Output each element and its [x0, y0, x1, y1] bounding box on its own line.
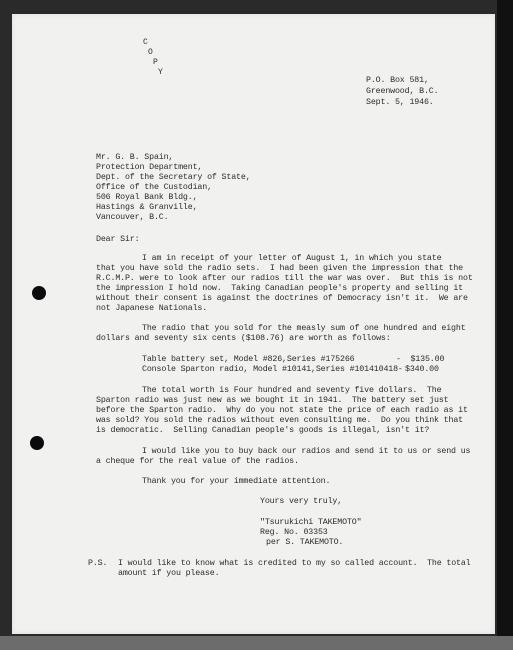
letter-page — [12, 14, 495, 634]
item-price: - $135.00 — [396, 355, 445, 364]
body-line: that you have sold the radio sets. I had been given the impression that the — [96, 264, 464, 273]
scan-frame-bottom — [0, 636, 513, 650]
copy-mark-letter: O — [148, 48, 153, 57]
closing: Yours very truly, — [260, 497, 343, 506]
body-line: I am in receipt of your letter of August 1, in which you state — [142, 254, 442, 263]
body-line: before the Sparton radio. Why do you not state the price of each radio as it — [96, 406, 468, 415]
body-line: was sold? You sold the radios without even consulting me. Do you think that — [96, 416, 464, 425]
body-line: not Japanese Nationals. — [96, 304, 208, 313]
recipient-address-line: Protection Department, — [96, 163, 203, 172]
recipient-address-line: 506 Royal Bank Bldg., — [96, 193, 198, 202]
body-line: R.C.M.P. were to look after our radios till the war was over. But this is not — [96, 274, 473, 283]
copy-mark-letter: Y — [158, 68, 163, 77]
recipient-address-line: Office of the Custodian, — [96, 183, 212, 192]
punch-hole — [32, 286, 46, 300]
body-line: a cheque for the real value of the radios. — [96, 457, 299, 466]
body-line: dollars and seventy six cents ($108.76) are worth as follows: — [96, 334, 391, 343]
postscript-label: P.S. — [88, 559, 108, 568]
paragraph-5: Thank you for your immediate attention. — [142, 477, 331, 486]
body-line: The radio that you sold for the measly sum of one hundred and eight — [142, 324, 466, 333]
item-price: $340.00 — [405, 365, 439, 374]
item-description: Console Sparton radio, Model #10141,Series #101410418- — [142, 365, 403, 374]
copy-mark-letter: P — [153, 58, 158, 67]
item-description: Table battery set, Model #826,Series #175266 — [142, 355, 355, 364]
salutation: Dear Sir: — [96, 235, 140, 244]
body-line: without their consent is against the doctrines of Democracy isn't it. We are — [96, 294, 468, 303]
sender-address-line: P.O. Box 581, — [366, 76, 429, 85]
body-line: I would like you to buy back our radios and send it to us or send us — [142, 447, 471, 456]
recipient-address-line: Mr. G. B. Spain, — [96, 153, 174, 162]
recipient-address-line: Vancouver, B.C. — [96, 213, 169, 222]
signature-line: "Tsurukichi TAKEMOTO" — [260, 518, 362, 527]
signature-line: Reg. No. 03353 — [260, 528, 328, 537]
sender-address-line: Sept. 5, 1946. — [366, 98, 434, 107]
postscript-line: I would like to know what is credited to my so called account. The total — [118, 559, 471, 568]
postscript-line: amount if you please. — [118, 569, 220, 578]
punch-hole — [30, 436, 44, 450]
body-line: the impression I hold now. Taking Canadian people's property and selling it — [96, 284, 464, 293]
body-line: is democratic. Selling Canadian people's goods is illegal, isn't it? — [96, 426, 430, 435]
body-line: Sparton radio was just new as we bought it in 1941. The battery set just — [96, 396, 449, 405]
signature-line: per S. TAKEMOTO. — [266, 538, 344, 547]
recipient-address-line: Dept. of the Secretary of State, — [96, 173, 251, 182]
copy-mark-letter: C — [143, 38, 148, 47]
recipient-address-line: Hastings & Granville, — [96, 203, 198, 212]
sender-address-line: Greenwood, B.C. — [366, 87, 439, 96]
body-line: The total worth is Four hundred and seventy five dollars. The — [142, 386, 442, 395]
scan-frame-right — [497, 0, 513, 650]
